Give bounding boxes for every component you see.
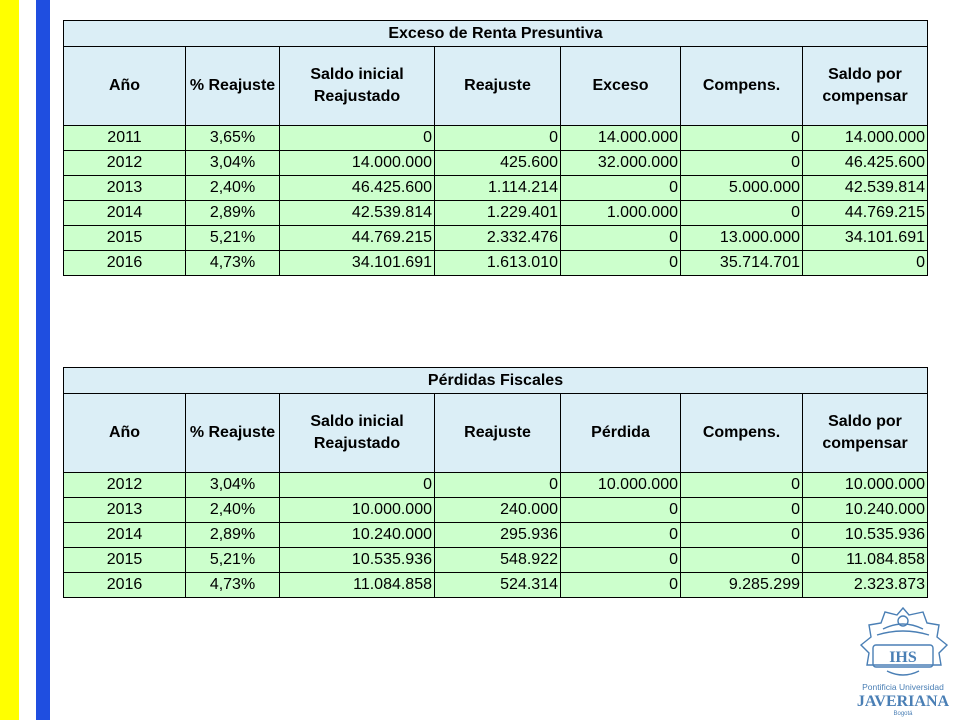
table-row [64, 151, 928, 176]
svg-text:Bogotá: Bogotá [893, 711, 913, 717]
cell-reajuste: 1.114.214 [435, 176, 561, 201]
cell-compens: 5.000.000 [681, 176, 803, 201]
cell-reajuste-pct: 3,65% [186, 126, 280, 151]
table-row [64, 548, 928, 573]
svg-text:IHS: IHS [889, 649, 917, 666]
table-title: Exceso de Renta Presuntiva [64, 21, 928, 47]
cell-ano: 2016 [64, 251, 186, 276]
perdidas-fiscales-table [63, 367, 928, 598]
table-row [64, 126, 928, 151]
cell-ano: 2012 [64, 151, 186, 176]
col-header-perdida: Pérdida [561, 394, 681, 473]
cell-reajuste-pct: 3,04% [186, 151, 280, 176]
cell-saldo-por-compensar: 44.769.215 [803, 201, 928, 226]
cell-ano: 2014 [64, 523, 186, 548]
col-header-compens: Compens. [681, 47, 803, 126]
cell-reajuste: 1.229.401 [435, 201, 561, 226]
cell-saldo-por-compensar: 46.425.600 [803, 151, 928, 176]
cell-compens: 0 [681, 498, 803, 523]
cell-saldo-inicial: 0 [280, 126, 435, 151]
col-header-saldo-por-compensar: Saldo por compensar [803, 47, 928, 126]
col-header-ano: Año [64, 47, 186, 126]
cell-value: 0 [561, 548, 681, 573]
cell-ano: 2015 [64, 548, 186, 573]
cell-saldo-inicial: 14.000.000 [280, 151, 435, 176]
cell-saldo-por-compensar: 34.101.691 [803, 226, 928, 251]
cell-saldo-por-compensar: 42.539.814 [803, 176, 928, 201]
cell-compens: 35.714.701 [681, 251, 803, 276]
cell-reajuste-pct: 2,40% [186, 176, 280, 201]
cell-compens: 0 [681, 548, 803, 573]
cell-compens: 0 [681, 126, 803, 151]
university-crest-icon [853, 605, 953, 718]
cell-value: 14.000.000 [561, 126, 681, 151]
cell-ano: 2016 [64, 573, 186, 598]
col-header-ano: Año [64, 394, 186, 473]
col-header-compens: Compens. [681, 394, 803, 473]
yellow-side-bar [0, 0, 19, 720]
cell-value: 32.000.000 [561, 151, 681, 176]
cell-value: 0 [561, 523, 681, 548]
cell-reajuste-pct: 4,73% [186, 573, 280, 598]
cell-saldo-por-compensar: 10.000.000 [803, 473, 928, 498]
cell-value: 0 [561, 573, 681, 598]
cell-ano: 2013 [64, 176, 186, 201]
cell-reajuste-pct: 5,21% [186, 548, 280, 573]
col-header-saldo-inicial: Saldo inicial Reajustado [280, 47, 435, 126]
cell-saldo-por-compensar: 2.323.873 [803, 573, 928, 598]
cell-reajuste: 1.613.010 [435, 251, 561, 276]
cell-reajuste-pct: 2,89% [186, 201, 280, 226]
table-row [64, 201, 928, 226]
exceso-table-body [64, 126, 928, 276]
cell-ano: 2015 [64, 226, 186, 251]
cell-value: 0 [561, 498, 681, 523]
cell-compens: 9.285.299 [681, 573, 803, 598]
cell-ano: 2014 [64, 201, 186, 226]
blue-side-bar [36, 0, 50, 720]
svg-text:Pontificia Universidad: Pontificia Universidad [862, 682, 944, 692]
cell-saldo-por-compensar: 10.535.936 [803, 523, 928, 548]
cell-saldo-inicial: 10.535.936 [280, 548, 435, 573]
cell-value: 0 [561, 251, 681, 276]
cell-reajuste: 240.000 [435, 498, 561, 523]
perdidas-table-body [64, 473, 928, 598]
table-row [64, 573, 928, 598]
table-row [64, 523, 928, 548]
table-row [64, 498, 928, 523]
cell-value: 1.000.000 [561, 201, 681, 226]
cell-reajuste-pct: 4,73% [186, 251, 280, 276]
cell-reajuste: 548.922 [435, 548, 561, 573]
cell-compens: 0 [681, 151, 803, 176]
cell-reajuste-pct: 2,40% [186, 498, 280, 523]
cell-saldo-por-compensar: 11.084.858 [803, 548, 928, 573]
cell-compens: 13.000.000 [681, 226, 803, 251]
cell-reajuste: 425.600 [435, 151, 561, 176]
cell-reajuste: 0 [435, 126, 561, 151]
col-header-reajuste: Reajuste [435, 47, 561, 126]
cell-saldo-inicial: 44.769.215 [280, 226, 435, 251]
cell-compens: 0 [681, 201, 803, 226]
col-header-reajuste-pct: % Reajuste [186, 47, 280, 126]
cell-saldo-inicial: 11.084.858 [280, 573, 435, 598]
table-row [64, 176, 928, 201]
table-row [64, 251, 928, 276]
cell-ano: 2011 [64, 126, 186, 151]
cell-saldo-inicial: 10.000.000 [280, 498, 435, 523]
cell-reajuste-pct: 3,04% [186, 473, 280, 498]
cell-value: 0 [561, 226, 681, 251]
table-row [64, 473, 928, 498]
cell-ano: 2012 [64, 473, 186, 498]
col-header-saldo-inicial: Saldo inicial Reajustado [280, 394, 435, 473]
cell-saldo-inicial: 0 [280, 473, 435, 498]
cell-saldo-por-compensar: 14.000.000 [803, 126, 928, 151]
col-header-reajuste-pct: % Reajuste [186, 394, 280, 473]
cell-compens: 0 [681, 523, 803, 548]
cell-saldo-inicial: 42.539.814 [280, 201, 435, 226]
table-row [64, 226, 928, 251]
cell-saldo-por-compensar: 0 [803, 251, 928, 276]
cell-compens: 0 [681, 473, 803, 498]
exceso-renta-table [63, 20, 928, 276]
table-title: Pérdidas Fiscales [64, 368, 928, 394]
cell-reajuste: 2.332.476 [435, 226, 561, 251]
col-header-saldo-por-compensar: Saldo por compensar [803, 394, 928, 473]
cell-reajuste: 0 [435, 473, 561, 498]
col-header-reajuste: Reajuste [435, 394, 561, 473]
cell-ano: 2013 [64, 498, 186, 523]
cell-reajuste-pct: 5,21% [186, 226, 280, 251]
cell-saldo-inicial: 46.425.600 [280, 176, 435, 201]
cell-value: 0 [561, 176, 681, 201]
cell-reajuste-pct: 2,89% [186, 523, 280, 548]
cell-reajuste: 524.314 [435, 573, 561, 598]
cell-reajuste: 295.936 [435, 523, 561, 548]
cell-saldo-inicial: 10.240.000 [280, 523, 435, 548]
cell-saldo-inicial: 34.101.691 [280, 251, 435, 276]
cell-value: 10.000.000 [561, 473, 681, 498]
cell-saldo-por-compensar: 10.240.000 [803, 498, 928, 523]
col-header-exceso: Exceso [561, 47, 681, 126]
svg-text:JAVERIANA: JAVERIANA [856, 693, 950, 710]
